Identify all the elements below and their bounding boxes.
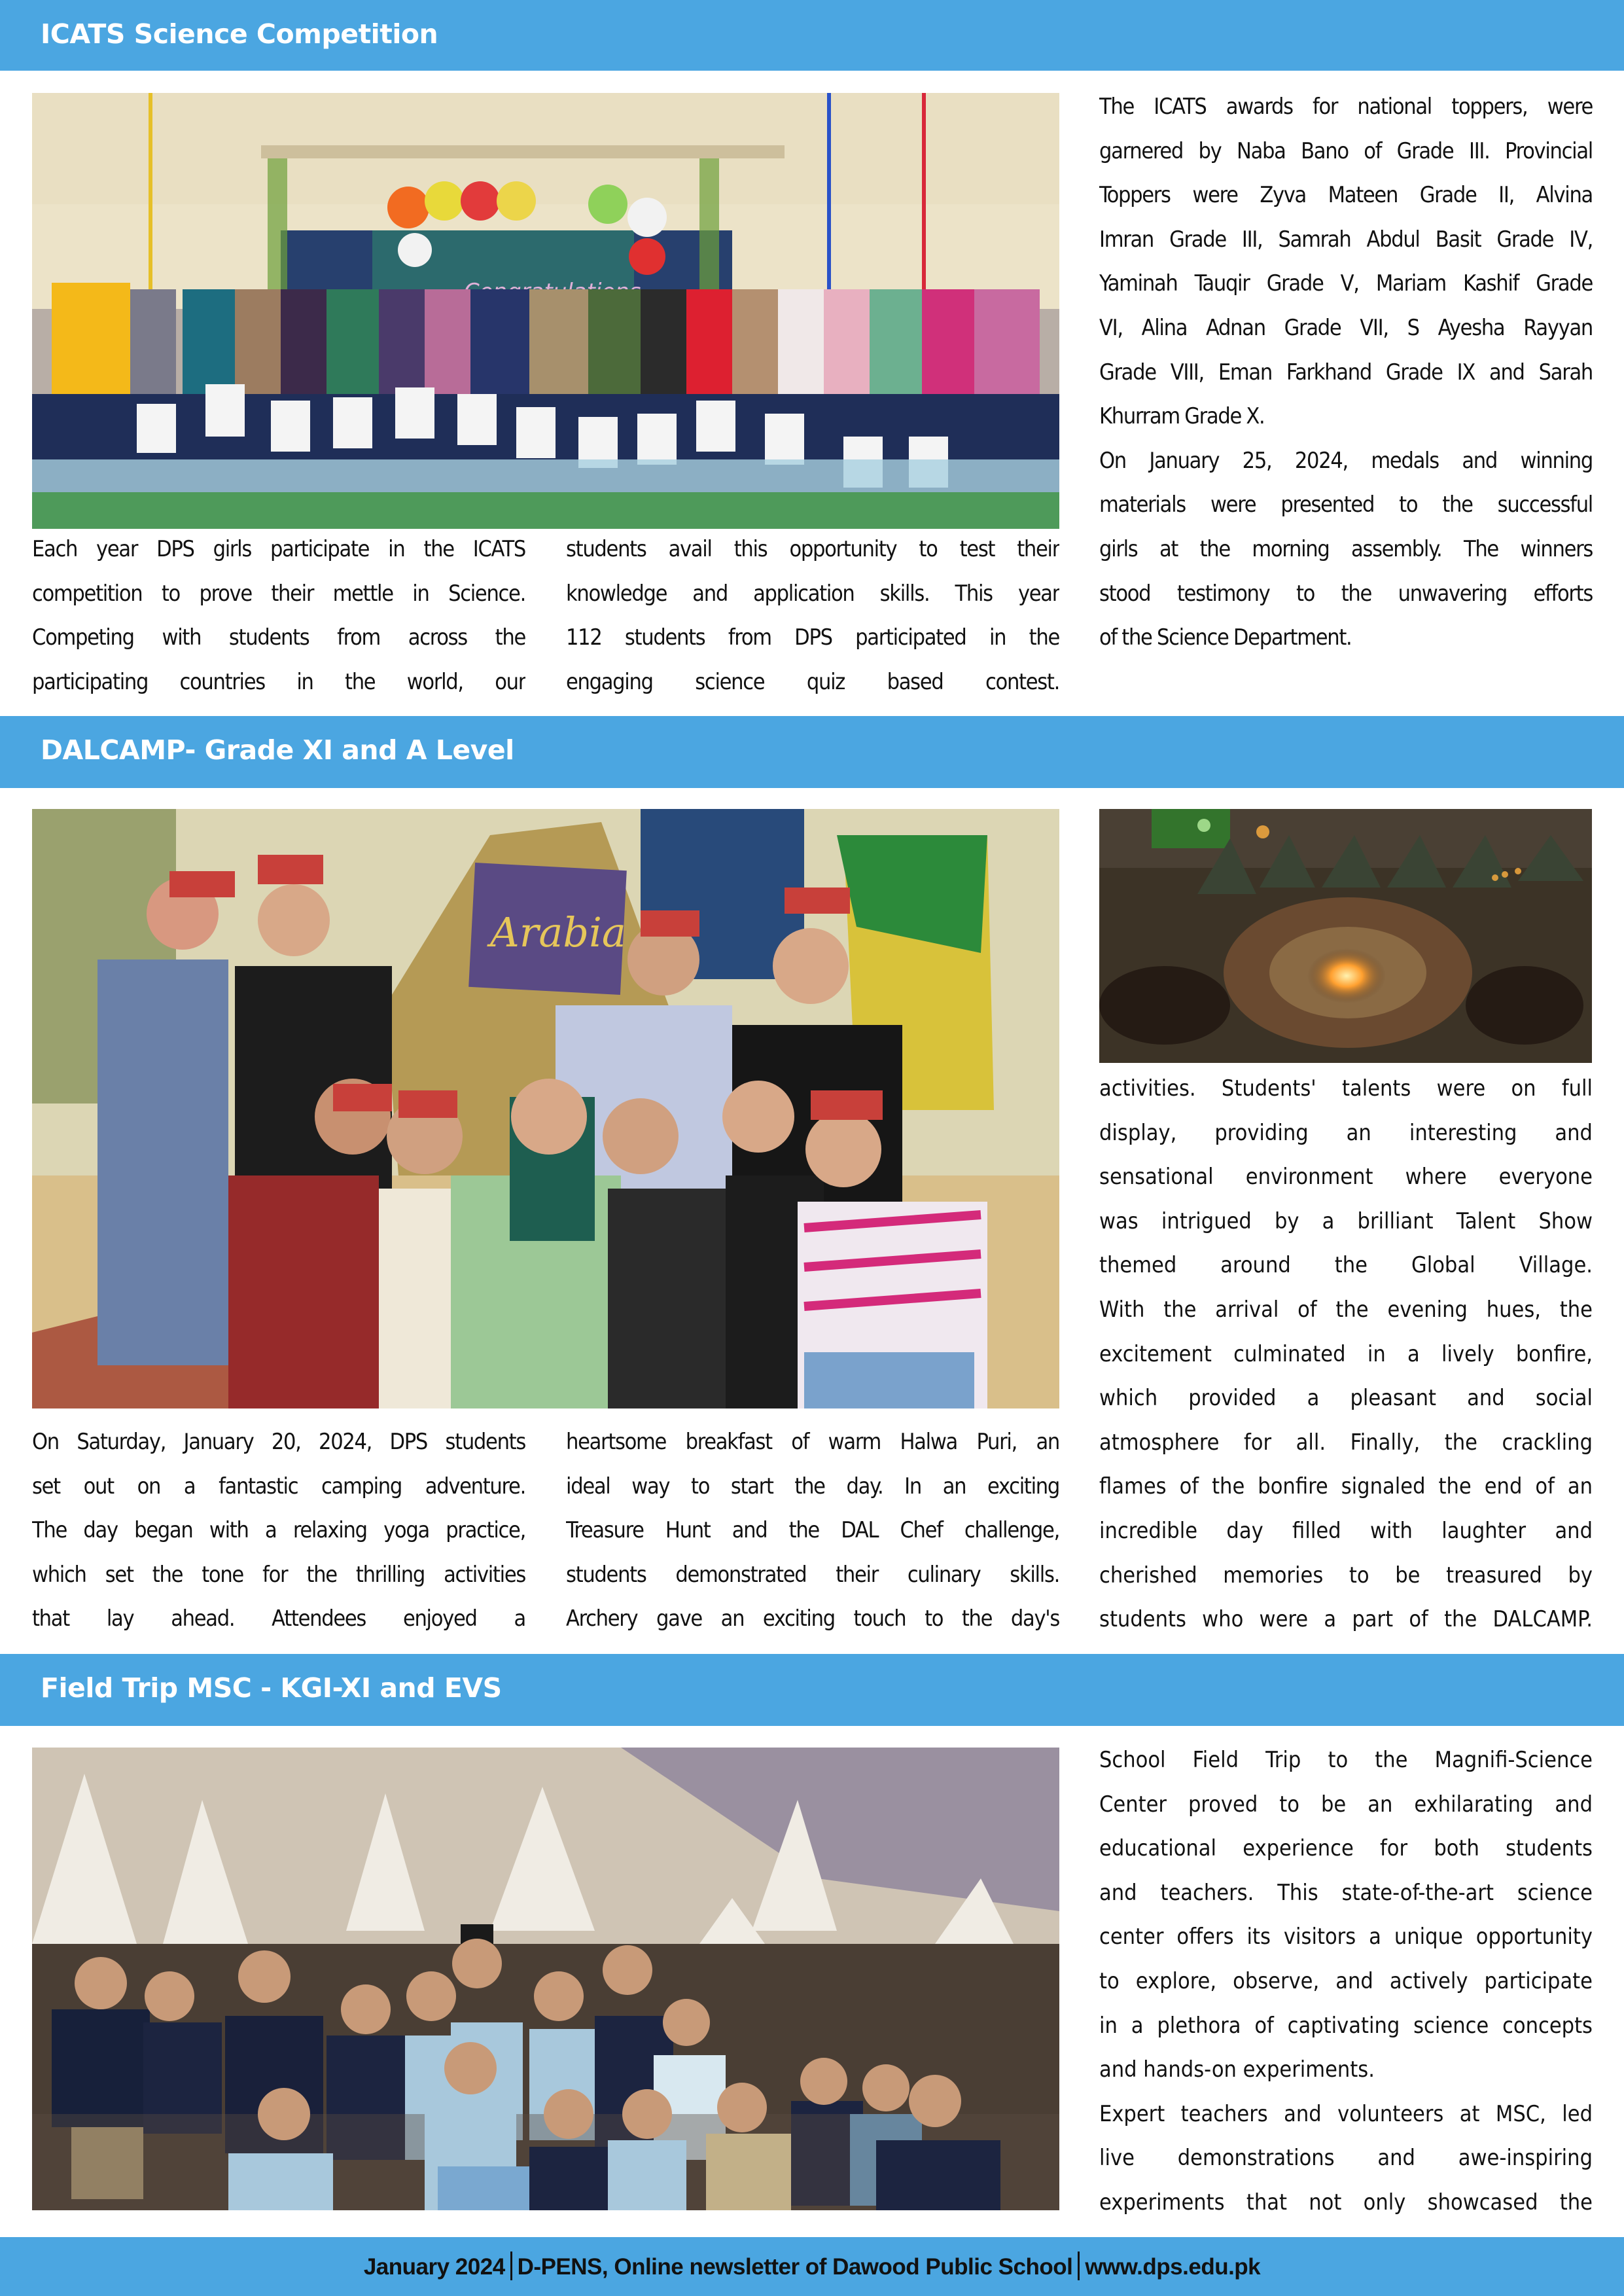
text-line: materials were presented to the successful: [1099, 492, 1593, 518]
text-line: stood testimony to the unwavering efforts: [1099, 580, 1593, 607]
text-line: participating countries in the world, our: [32, 668, 525, 695]
text-line: knowledge and application skills. This year: [566, 580, 1059, 607]
text-line: experiments that not only showcased the: [1099, 2189, 1593, 2215]
text-line: Archery gave an exciting touch to the day's: [566, 1605, 1059, 1632]
arabia-sign: Arabia: [490, 908, 626, 956]
text-line: activities. Students' talents were on full: [1099, 1075, 1593, 1102]
separator: [1078, 2251, 1080, 2280]
text-line: Grade VIII, Eman Farkhand Grade IX and Sarah: [1099, 359, 1593, 386]
text-line: students demonstrated their culinary skills.: [566, 1561, 1059, 1588]
section-header-dalcamp: [0, 716, 1624, 788]
text-line: atmosphere for all. Finally, the crackling: [1099, 1429, 1593, 1456]
text-line: to explore, observe, and actively participate: [1099, 1967, 1593, 1994]
text-line: in a plethora of captivating science concepts: [1099, 2012, 1593, 2039]
text-line: ideal way to start the day. In an exciting: [566, 1473, 1059, 1499]
text-line: garnered by Naba Bano of Grade III. Provincial: [1099, 137, 1593, 164]
text-line: which set the tone for the thrilling activities: [32, 1561, 525, 1588]
text-line: educational experience for both students: [1099, 1835, 1593, 1862]
footer-publication: D-PENS, Online newsletter of Dawood Public School: [517, 2254, 1073, 2280]
text-line: that lay ahead. Attendees enjoyed a: [32, 1605, 525, 1632]
text-line: On January 25, 2024, medals and winning: [1099, 447, 1593, 474]
text-line: set out on a fantastic camping adventure.: [32, 1473, 525, 1499]
section-header-icats: [0, 0, 1624, 71]
text-line: girls at the morning assembly. The winners: [1099, 535, 1593, 562]
text-line: and teachers. This state-of-the-art science: [1099, 1879, 1593, 1906]
dalcamp-group-photo: [32, 809, 1059, 1408]
text-line: of the Science Department.: [1099, 624, 1352, 651]
text-line: The ICATS awards for national toppers, were: [1099, 94, 1593, 120]
icats-text-col2: [566, 528, 1059, 704]
text-line: excitement culminated in a lively bonfire,: [1099, 1340, 1593, 1367]
text-line: Treasure Hunt and the DAL Chef challenge,: [566, 1517, 1059, 1544]
text-line: engaging science quiz based contest.: [566, 668, 1059, 695]
text-line: Khurram Grade X.: [1099, 403, 1265, 430]
text-line: students avail this opportunity to test their: [566, 536, 1059, 562]
text-line: flames of the bonfire signaled the end of an: [1099, 1473, 1593, 1500]
icats-text-col1: [32, 528, 525, 704]
footer-date: January 2024: [363, 2254, 505, 2280]
text-line: Competing with students from across the: [32, 624, 525, 651]
dalcamp-text-col3: [1099, 1067, 1593, 1642]
text-line: live demonstrations and awe-inspiring: [1099, 2145, 1593, 2172]
text-line: cherished memories to be treasured by: [1099, 1562, 1593, 1588]
text-line: 112 students from DPS participated in the: [566, 624, 1059, 651]
text-line: and hands-on experiments.: [1099, 2056, 1375, 2083]
footer-band: [0, 2237, 1624, 2296]
text-line: On Saturday, January 20, 2024, DPS students: [32, 1429, 525, 1455]
text-line: The day began with a relaxing yoga practice,: [32, 1517, 525, 1544]
text-line: VI, Alina Adnan Grade VII, S Ayesha Rayyan: [1099, 314, 1593, 341]
text-line: Toppers were Zyva Mateen Grade II, Alvina: [1099, 182, 1593, 209]
section-title: ICATS Science Competition: [41, 18, 438, 50]
text-line: School Field Trip to the Magnifi-Science: [1099, 1747, 1593, 1773]
text-line: Center proved to be an exhilarating and: [1099, 1791, 1593, 1818]
text-line: sensational environment where everyone: [1099, 1164, 1593, 1191]
separator: [510, 2251, 512, 2280]
text-line: competition to prove their mettle in Science.: [32, 580, 525, 607]
icats-group-photo: [32, 93, 1059, 529]
text-line: Each year DPS girls participate in the ICATS: [32, 536, 525, 562]
footer-website-link[interactable]: www.dps.edu.pk: [1085, 2254, 1261, 2280]
dalcamp-bonfire-photo: [1099, 809, 1592, 1063]
text-line: With the arrival of the evening hues, the: [1099, 1296, 1593, 1323]
section-title: Field Trip MSC - KGI-XI and EVS: [41, 1672, 502, 1704]
text-line: center offers its visitors a unique opportunity: [1099, 1924, 1593, 1950]
dalcamp-text-col2: [566, 1420, 1059, 1641]
field-trip-text-col3: [1099, 1738, 1593, 2225]
text-line: display, providing an interesting and: [1099, 1119, 1593, 1146]
dalcamp-text-col1: [32, 1420, 525, 1641]
text-line: students who were a part of the DALCAMP.: [1099, 1606, 1593, 1633]
text-line: heartsome breakfast of warm Halwa Puri, an: [566, 1429, 1059, 1455]
text-line: themed around the Global Village.: [1099, 1252, 1593, 1279]
text-line: Imran Grade III, Samrah Abdul Basit Grade IV,: [1099, 226, 1593, 253]
section-header-field-trip: [0, 1654, 1624, 1726]
text-line: incredible day filled with laughter and: [1099, 1517, 1593, 1544]
field-trip-group-photo: [32, 1748, 1059, 2210]
text-line: Yaminah Tauqir Grade V, Mariam Kashif Grade: [1099, 270, 1593, 297]
footer-text: [0, 2251, 1624, 2280]
text-line: Expert teachers and volunteers at MSC, led: [1099, 2100, 1593, 2127]
text-line: which provided a pleasant and social: [1099, 1385, 1593, 1412]
text-line: was intrigued by a brilliant Talent Show: [1099, 1208, 1593, 1234]
icats-text-col3: [1099, 85, 1593, 660]
section-title: DALCAMP- Grade XI and A Level: [41, 734, 514, 766]
